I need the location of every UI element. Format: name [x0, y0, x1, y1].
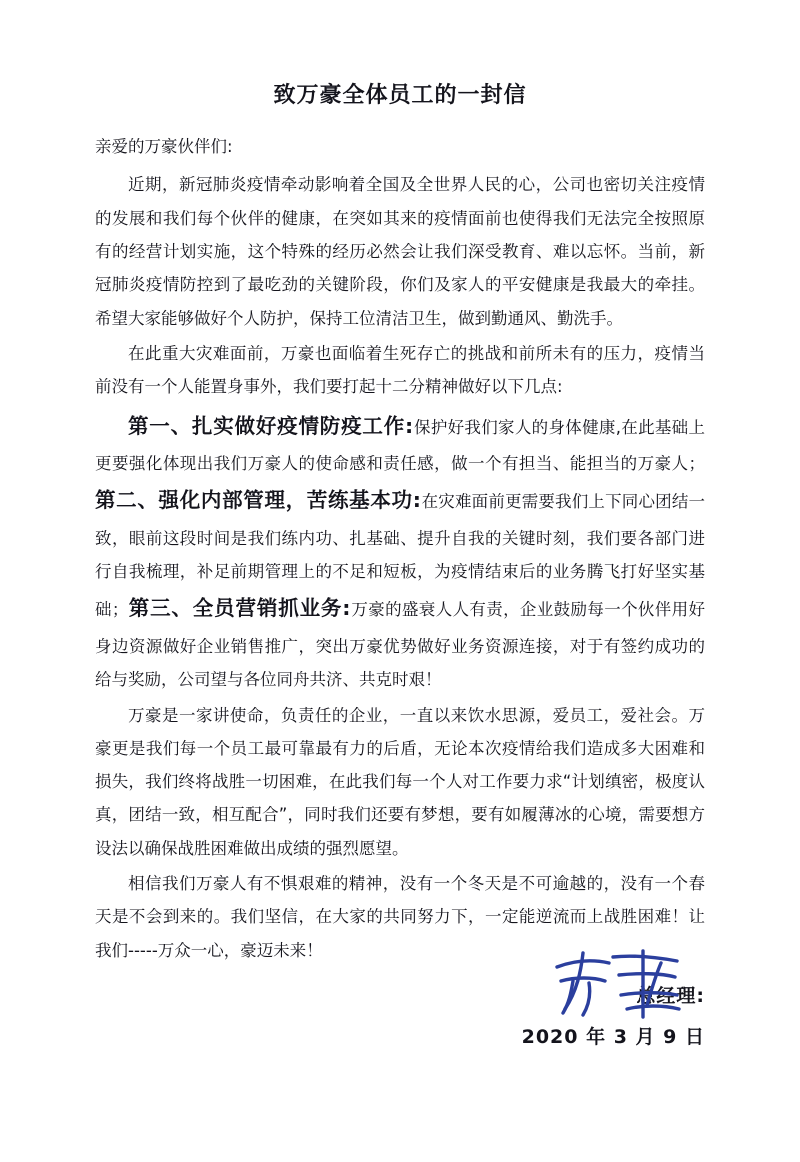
point-one-heading: 第一、扎实做好疫情防疫工作: [128, 413, 414, 438]
date-line: 2020 年 3 月 9 日 [521, 1026, 705, 1049]
point-three-text: 万豪的盛衰人人有责，企业鼓励每一个伙伴用好身边资源做好企业销售推广，突出万豪优势做好业务资源连接，对于有签约成功的给与奖励，公司望与各位同舟共济、共克时艰！ [95, 600, 706, 690]
point-two-heading: 第二、强化内部管理，苦练基本功: [95, 488, 422, 513]
signature-block [95, 981, 705, 1049]
signature-line [636, 981, 705, 1008]
salutation: 亲爱的万豪伙伴们: [95, 137, 233, 156]
letter-body [95, 0, 705, 1049]
signature-label: 总经理: [636, 985, 705, 1008]
closing-paragraph-1: 万豪是一家讲使命，负责任的企业，一直以来饮水思源，爱员工，爱社会。万豪更是我们每一个员工最可靠最有力的后盾，无论本次疫情给我们造成多大困难和损失，我们终将战胜一切困难，在此我们每一个人对工作要力求“计划缜密，极度认真，团结一致，相互配合”，同时我们还要有梦想，要有如履薄冰的心境，需要想方设法以确保战胜困难做出成绩的强烈愿望。 [95, 705, 705, 858]
point-three-heading: 第三、全员营销抓业务: [128, 596, 351, 621]
paragraph-2: 在此重大灾难面前，万豪也面临着生死存亡的挑战和前所未有的压力，疫情当前没有一个人能置身事外，我们要打起十二分精神做好以下几点: [95, 343, 705, 397]
point-one-text: 保护好我们家人的身体健康,在此基础上更要强化体现出我们万豪人的使命感和责任感，做一个有担当、能担当的万豪人； [95, 417, 705, 474]
closing-paragraph-2: 相信我们万豪人有不惧艰难的精神，没有一个冬天是不可逾越的，没有一个春天是不会到来的。我们坚信，在大家的共同努力下，一定能逆流而上战胜困难！让我们-----万众一心，豪迈未来！ [95, 874, 705, 960]
page-title: 致万豪全体员工的一封信 [273, 83, 527, 108]
paragraph-1: 近期，新冠肺炎疫情牵动影响着全国及全世界人民的心，公司也密切关注疫情的发展和我们每个伙伴的健康，在突如其来的疫情面前也使得我们无法完全按照原有的经营计划实施，这个特殊的经历必然会让我们深受教育、难以忘怀。当前，新冠肺炎疫情防控到了最吃劲的关键阶段，你们及家人的平安健康是我最大的牵挂。希望大家能够做好个人防护，保持工位清洁卫生，做到勤通风、勤洗手。 [95, 175, 705, 328]
points-paragraph [95, 406, 705, 697]
point-two-text: 在灾难面前更需要我们上下同心团结一致，眼前这段时间是我们练内功、扎基础、提升自我的关键时刻，我们要各部门进行自我梳理，补足前期管理上的不足和短板，为疫情结束后的业务腾飞打好坚实基础； [95, 492, 706, 620]
